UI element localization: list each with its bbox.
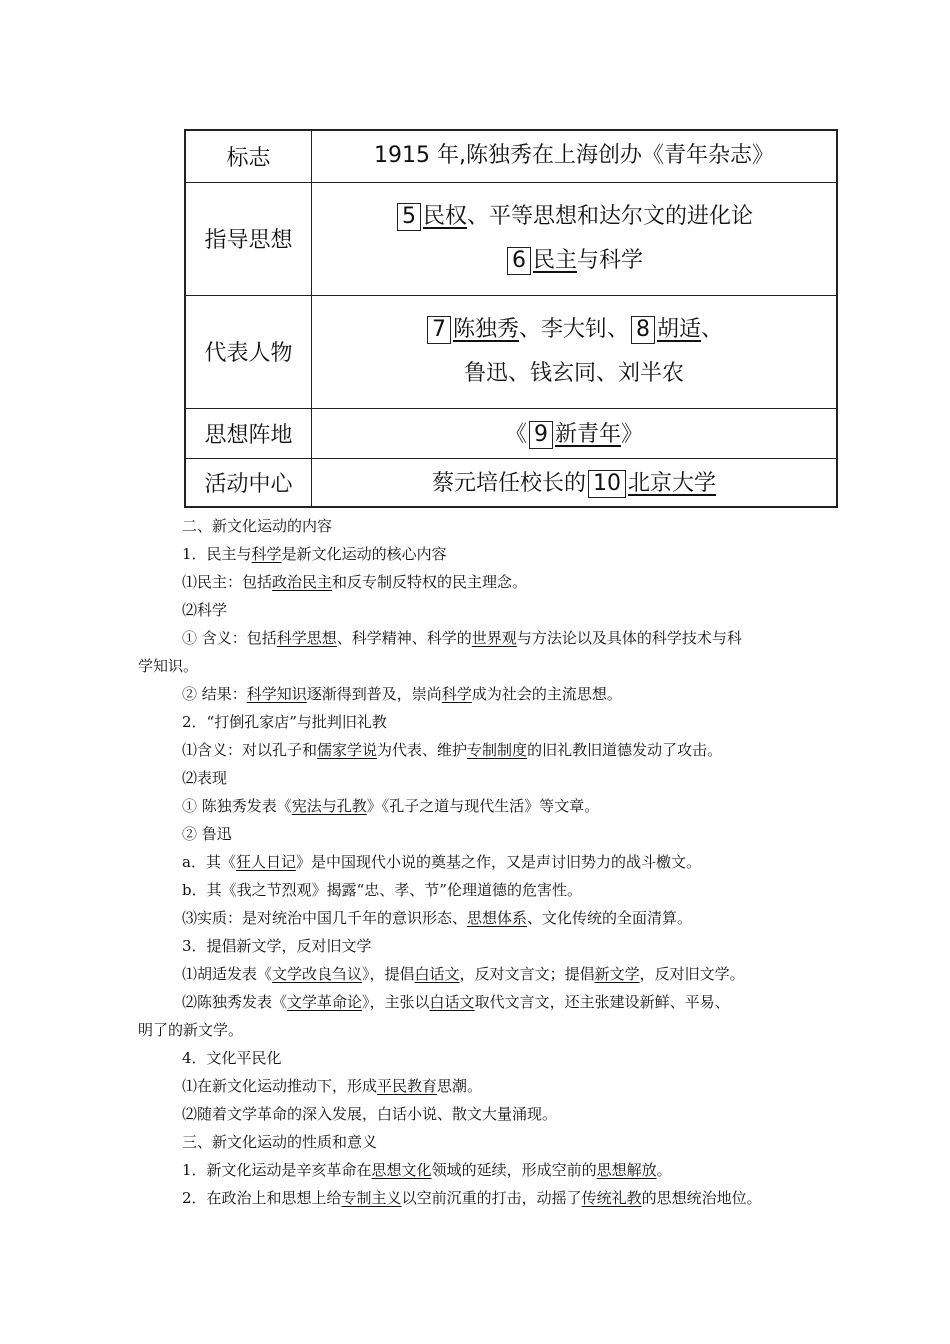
underlined-text: 狂人日记 [235, 853, 296, 871]
paragraph [182, 1104, 557, 1124]
text: 的旧礼教旧道德发动了攻击。 [527, 741, 723, 759]
content-line [312, 308, 836, 352]
section-heading [182, 1132, 377, 1152]
blank-number-box: 8 [631, 316, 655, 344]
text: 、文化传统的全面清算。 [527, 909, 693, 927]
paragraph [182, 852, 701, 872]
underlined-text: 科学思想 [276, 629, 337, 647]
text: ⑶实质：是对统治中国几千年的意识形态、 [182, 909, 468, 927]
content-text: 与科学 [577, 247, 644, 273]
paragraph [182, 572, 527, 592]
content-line: 鲁迅、钱玄同、刘半农 [463, 360, 684, 386]
text: ⑴民主：包括 [182, 573, 273, 591]
underlined-text: 儒家学说 [317, 741, 378, 759]
content-text: 、 [701, 316, 724, 342]
underlined-text: 白话文 [429, 993, 475, 1011]
paragraph [182, 964, 745, 984]
text: 和反专制反特权的民主理念。 [332, 573, 528, 591]
paragraph [182, 908, 692, 928]
row-label: 指导思想 [185, 182, 312, 295]
text: 思潮。 [437, 1077, 483, 1095]
paragraph [182, 684, 622, 704]
underlined-text: 文学革命论 [287, 993, 363, 1011]
text: 以空前沉重的打击，动摇了 [401, 1189, 582, 1207]
underlined-text: 文学改良刍议 [272, 965, 363, 983]
content-text: 1915 年,陈独秀在上海创办《青年杂志》 [374, 143, 774, 169]
underlined-text: 思想解放 [596, 1161, 657, 1179]
row-label: 思想阵地 [185, 408, 312, 458]
text: 》，主张以 [362, 993, 430, 1011]
row-label: 标志 [185, 130, 312, 182]
text: 逐渐得到普及，崇尚 [306, 685, 442, 703]
text: 明了的新文学。 [138, 1021, 244, 1039]
paragraph [182, 992, 730, 1012]
text: ，反对旧文学。 [639, 965, 745, 983]
table-row [185, 182, 837, 295]
text: 》，提倡 [362, 965, 415, 983]
row-content [312, 295, 838, 408]
paragraph [182, 600, 227, 620]
underlined-text: 专制制度 [467, 741, 528, 759]
text: ⑴胡适发表《 [182, 965, 273, 983]
blank-number-box: 9 [529, 421, 553, 449]
underlined-text: 新文学 [594, 965, 640, 983]
text: ⑵随着文学革命的深入发展，白话小说、散文大量涌现。 [182, 1105, 558, 1123]
row-content [312, 408, 838, 458]
paragraph [182, 1188, 762, 1208]
content-line [312, 195, 836, 239]
heading-text: 二、新文化运动的内容 [182, 517, 333, 535]
underlined-text: 思想文化 [371, 1161, 432, 1179]
blank-number-box: 10 [588, 470, 626, 498]
text: 2．“打倒孔家店”与批判旧礼教 [182, 713, 387, 731]
paragraph [182, 768, 227, 788]
underlined-text: 科学知识 [246, 685, 307, 703]
content-text: 《 [504, 422, 527, 447]
underlined-text: 专制主义 [341, 1189, 402, 1207]
text: 4．文化平民化 [182, 1049, 282, 1067]
underlined-text: 科学 [251, 545, 282, 563]
text: ① 陈独秀发表《 [182, 797, 292, 815]
blank-number-box: 7 [427, 316, 451, 344]
paragraph [182, 1076, 482, 1096]
text: ，反对文言文；提倡 [459, 965, 595, 983]
text: 3．提倡新文学，反对旧文学 [182, 937, 372, 955]
text: 、科学精神、科学的 [336, 629, 472, 647]
underlined-text: 传统礼教 [581, 1189, 642, 1207]
text: 是新文化运动的核心内容 [281, 545, 447, 563]
text: 与方法论以及具体的科学技术与科 [516, 629, 742, 647]
text: 》《孔子之道与现代生活》等文章。 [366, 797, 600, 815]
paragraph [182, 796, 599, 816]
paragraph [182, 936, 372, 956]
table-row [185, 295, 837, 408]
section-heading [182, 516, 332, 536]
text: 1．新文化运动是辛亥革命在 [182, 1161, 372, 1179]
text: ⑴在新文化运动推动下，形成 [182, 1077, 378, 1095]
text: 。 [656, 1161, 672, 1179]
paragraph [182, 824, 232, 844]
text: ⑵表现 [182, 769, 228, 787]
text: 1．民主与 [182, 545, 252, 563]
underlined-text: 科学 [441, 685, 472, 703]
paragraph [182, 628, 742, 648]
answer-text: 民权 [422, 203, 467, 229]
content-text: 、平等思想和达尔文的进化论 [467, 203, 754, 229]
answer-text: 北京大学 [628, 471, 717, 497]
answer-text: 新青年 [554, 422, 621, 447]
answer-text: 陈独秀 [452, 316, 519, 342]
paragraph [138, 1020, 243, 1040]
row-label: 活动中心 [185, 458, 312, 507]
text: 学知识。 [138, 657, 199, 675]
text: 》是中国现代小说的奠基之作，又是声讨旧势力的战斗檄文。 [295, 853, 701, 871]
content-text: 蔡元培任校长的 [431, 471, 586, 497]
text: ⑵科学 [182, 601, 228, 619]
summary-table [184, 129, 838, 508]
table-row [185, 408, 837, 458]
underlined-text: 思想体系 [467, 909, 528, 927]
paragraph [182, 544, 447, 564]
paragraph [182, 880, 582, 900]
text: 为代表、维护 [377, 741, 468, 759]
text: ⑵陈独秀发表《 [182, 993, 288, 1011]
text: 取代文言文，还主张建设新鲜、平易、 [474, 993, 730, 1011]
row-content [312, 130, 838, 182]
answer-text: 胡适 [657, 316, 702, 342]
text: 的思想统治地位。 [641, 1189, 762, 1207]
text: ② 结果： [182, 685, 247, 703]
blank-number-box: 5 [397, 203, 421, 231]
answer-text: 民主 [532, 247, 577, 273]
table-row [185, 130, 837, 182]
paragraph [138, 656, 198, 676]
text: a．其《 [182, 853, 236, 871]
heading-text: 三、新文化运动的性质和意义 [182, 1133, 378, 1151]
paragraph [182, 1048, 282, 1068]
row-label: 代表人物 [185, 295, 312, 408]
underlined-text: 平民教育 [377, 1077, 438, 1095]
text: ② 鲁迅 [182, 825, 232, 843]
paragraph [182, 740, 722, 760]
content-text: 、李大钊、 [518, 316, 629, 342]
table-row [185, 458, 837, 507]
underlined-text: 政治民主 [272, 573, 333, 591]
paragraph [182, 1160, 672, 1180]
text: ⑴含义：对以孔子和 [182, 741, 318, 759]
text: 领域的延续，形成空前的 [431, 1161, 597, 1179]
row-content [312, 182, 838, 295]
underlined-text: 白话文 [414, 965, 460, 983]
text: 成为社会的主流思想。 [471, 685, 622, 703]
content-line [312, 239, 836, 283]
blank-number-box: 6 [507, 247, 531, 275]
text: ① 含义：包括 [182, 629, 277, 647]
text: b．其《我之节烈观》揭露“忠、孝、节”伦理道德的危害性。 [182, 881, 582, 899]
underlined-text: 宪法与孔教 [291, 797, 367, 815]
paragraph [182, 712, 387, 732]
row-content [312, 458, 838, 507]
content-text: 》 [621, 422, 644, 447]
underlined-text: 世界观 [471, 629, 517, 647]
text: 2．在政治上和思想上给 [182, 1189, 342, 1207]
